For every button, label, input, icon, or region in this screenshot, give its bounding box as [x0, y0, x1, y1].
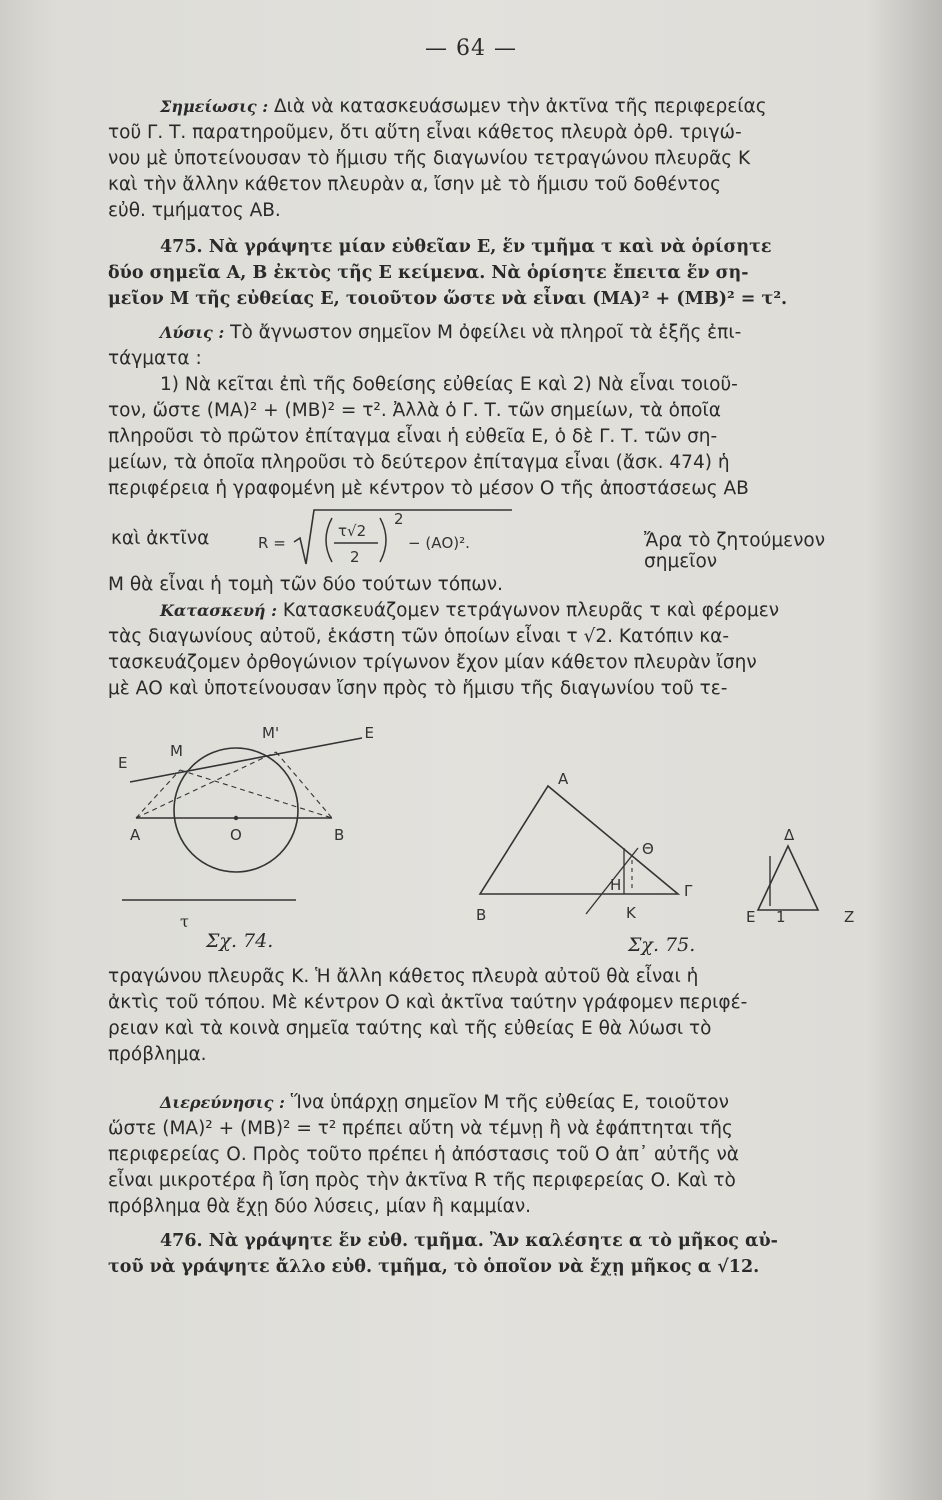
discussion-line: πρόβλημα θὰ ἔχῃ δύο λύσεις, μίαν ἢ καμμίαν. [108, 1196, 532, 1217]
problem-476-line: τοῦ νὰ γράψητε ἄλλο εὐθ. τμῆμα, τὸ ὁποῖον νὰ ἔχῃ μῆκος α √12. [108, 1257, 760, 1277]
solution-label: Λύσις : [160, 323, 225, 342]
figure-75 [470, 760, 870, 930]
segment-m-prime-b [276, 752, 332, 818]
label-b: B [334, 826, 345, 844]
note-line: καὶ τὴν ἄλλην κάθετον πλευρὰν α, ἴσην μὲ τὸ ἥμισυ τοῦ δοθέντος [108, 174, 721, 195]
fig75-label-h: H [610, 876, 622, 894]
fig75-label-a: A [558, 770, 569, 788]
formula-rest: − (ΑΟ)². [408, 534, 470, 552]
construction-line: τασκευάζομεν ὀρθογώνιον τρίγωνον ἔχον μίαν κάθετον πλευρὰν ἴσην [108, 652, 757, 673]
note-line: εὐθ. τμήματος ΑΒ. [108, 200, 281, 221]
solution-line: τον, ὥστε (ΜΑ)² + (ΜΒ)² = τ². Ἀλλὰ ὁ Γ. Τ. τῶν σημείων, τὰ ὁποῖα [108, 400, 721, 421]
label-o: O [230, 826, 242, 844]
problem-476 [108, 1228, 868, 1280]
label-tau: τ [180, 912, 189, 931]
problem-475-line: δύο σημεῖα Α, Β ἐκτὸς τῆς Ε κείμενα. Νὰ ὁρίσητε ἔπειτα ἕν ση- [108, 263, 749, 283]
center-point-o [234, 816, 238, 820]
construction-paragraph [108, 598, 868, 702]
construction-line: μὲ ΑΟ καὶ ὑποτείνουσαν ἴσην πρὸς τὸ ἥμισυ τῆς διαγωνίου τοῦ τε- [108, 678, 728, 699]
note-label: Σημείωσις : [160, 97, 269, 116]
construction-line: ρειαν καὶ τὰ κοινὰ σημεῖα ταύτης καὶ τῆς εὐθείας Ε θὰ λύωσι τὸ [108, 1018, 712, 1039]
construction-continued [108, 964, 868, 1068]
note-line: τοῦ Γ. Τ. παρατηροῦμεν, ὅτι αὕτη εἶναι κάθετος πλευρὰ ὀρθ. τριγώ- [108, 122, 742, 143]
label-m-prime: M' [262, 724, 280, 742]
problem-476-line: 476. Νὰ γράψητε ἕν εὐθ. τμῆμα. Ἂν καλέσητε α τὸ μῆκος αὐ- [160, 1231, 778, 1251]
radius-formula [108, 506, 868, 572]
label-e-left: E [118, 754, 128, 772]
problem-476-number: 476. [160, 1231, 203, 1251]
construction-line: Κατασκευή : Κατασκευάζομεν τετράγωνον πλευρᾶς τ καὶ φέρομεν [160, 600, 780, 621]
construction-line: ἀκτὶς τοῦ τόπου. Μὲ κέντρον Ο καὶ ἀκτῖνα ταύτην γράφομεν περιφέ- [108, 992, 748, 1013]
formula-suffix: Ἄρα τὸ ζητούμενον σημεῖον [644, 530, 826, 572]
segment-mb [180, 770, 332, 818]
label-m: M [170, 742, 183, 760]
fig75-label-delta: Δ [784, 826, 795, 844]
solution-line: 1) Νὰ κεῖται ἐπὶ τῆς δοθείσης εὐθείας Ε καὶ 2) Νὰ εἶναι τοιοῦ- [160, 374, 738, 395]
segment-m-prime-a [136, 752, 276, 818]
discussion-line: ὥστε (ΜΑ)² + (ΜΒ)² = τ² πρέπει αὕτη νὰ τέμνῃ ἢ νὰ ἐφάπτηται τῆς [108, 1118, 733, 1139]
solution-line: τάγματα : [108, 348, 202, 369]
figure-75-caption: Σχ. 75. [628, 934, 696, 956]
figure-74 [100, 710, 374, 910]
construction-line: τραγώνου πλευρᾶς Κ. Ἡ ἄλλη κάθετος πλευρὰ αὐτοῦ θὰ εἶναι ἡ [108, 966, 699, 987]
fig75-label-e: E [746, 908, 756, 926]
discussion-paragraph [108, 1090, 868, 1220]
radius-formula-graphic [254, 506, 644, 572]
fig75-label-one: 1 [776, 908, 786, 926]
formula-r-symbol: R = [258, 534, 286, 552]
note-line: νου μὲ ὑποτείνουσαν τὸ ἥμισυ τῆς διαγωνίου τετραγώνου πλευρᾶς Κ [108, 148, 751, 169]
formula-numerator: τ√2 [338, 522, 367, 540]
fig75-label-b: B [476, 906, 487, 924]
label-e-right: E [364, 724, 374, 742]
construction-line: τὰς διαγωνίους αὐτοῦ, ἑκάστη τῶν ὁποίων εἶναι τ √2. Κατόπιν κα- [108, 626, 730, 647]
solution-line: περιφέρεια ἡ γραφομένη μὲ κέντρον τὸ μέσον Ο τῆς ἀποστάσεως ΑΒ [108, 478, 749, 499]
fig75-label-k: K [626, 904, 636, 922]
label-a: A [130, 826, 141, 844]
discussion-label: Διερεύνησις : [160, 1093, 285, 1112]
figure-74-caption: Σχ. 74. [206, 930, 274, 952]
formula-exponent: 2 [394, 510, 404, 528]
triangle-dez [758, 846, 818, 910]
solution-line: μείων, τὰ ὁποῖα πληροῦσι τὸ δεύτερον ἐπίταγμα εἶναι (ἄσκ. 474) ἡ [108, 452, 730, 473]
problem-475-line: 475. Νὰ γράψητε μίαν εὐθεῖαν Ε, ἕν τμῆμα τ καὶ νὰ ὁρίσητε [160, 237, 772, 257]
fig75-label-theta: Θ [642, 840, 654, 858]
fig75-label-gamma: Γ [684, 882, 693, 900]
discussion-line: εἶναι μικροτέρα ἢ ἴση πρὸς τὴν ἀκτῖνα R τῆς περιφερείας Ο. Καὶ τὸ [108, 1170, 736, 1191]
note-paragraph [108, 94, 868, 224]
locus-circle [174, 748, 298, 872]
formula-prefix: καὶ ἀκτῖνα [111, 528, 210, 549]
right-paren [380, 518, 386, 562]
formula-denominator: 2 [350, 548, 360, 566]
left-paren [326, 518, 332, 562]
note-line: Σημείωσις : Διὰ νὰ κατασκευάσωμεν τὴν ἀκτῖνα τῆς περιφερείας [160, 96, 767, 117]
page-number: — 64 — [425, 36, 517, 61]
solution-conclusion [108, 572, 868, 598]
solution-line: Λύσις : Τὸ ἄγνωστον σημεῖον Μ ὀφείλει νὰ πληροῖ τὰ ἑξῆς ἐπι- [160, 322, 742, 343]
solution-paragraph [108, 320, 868, 502]
discussion-line: περιφερείας Ο. Πρὸς τοῦτο πρέπει ἡ ἀπόστασις τοῦ Ο ἀπ᾿ αὐτῆς νὰ [108, 1144, 739, 1165]
line-e [130, 738, 362, 782]
problem-475-number: 475. [160, 237, 203, 257]
discussion-line: Διερεύνησις : Ἵνα ὑπάρχῃ σημεῖον Μ τῆς εὐθείας Ε, τοιοῦτον [160, 1092, 729, 1113]
solution-line: πληροῦσι τὸ πρῶτον ἐπίταγμα εἶναι ἡ εὐθεῖα Ε, ὁ δὲ Γ. Τ. τῶν ση- [108, 426, 718, 447]
fig75-label-z: Z [844, 908, 855, 926]
construction-line: πρόβλημα. [108, 1044, 207, 1065]
problem-475 [108, 234, 868, 312]
problem-475-line: μεῖον Μ τῆς εὐθείας Ε, τοιοῦτον ὥστε νὰ εἶναι (ΜΑ)² + (ΜΒ)² = τ². [108, 289, 788, 309]
construction-label: Κατασκευή : [160, 601, 278, 620]
solution-line: Μ θὰ εἶναι ἡ τομὴ τῶν δύο τούτων τόπων. [108, 574, 503, 595]
